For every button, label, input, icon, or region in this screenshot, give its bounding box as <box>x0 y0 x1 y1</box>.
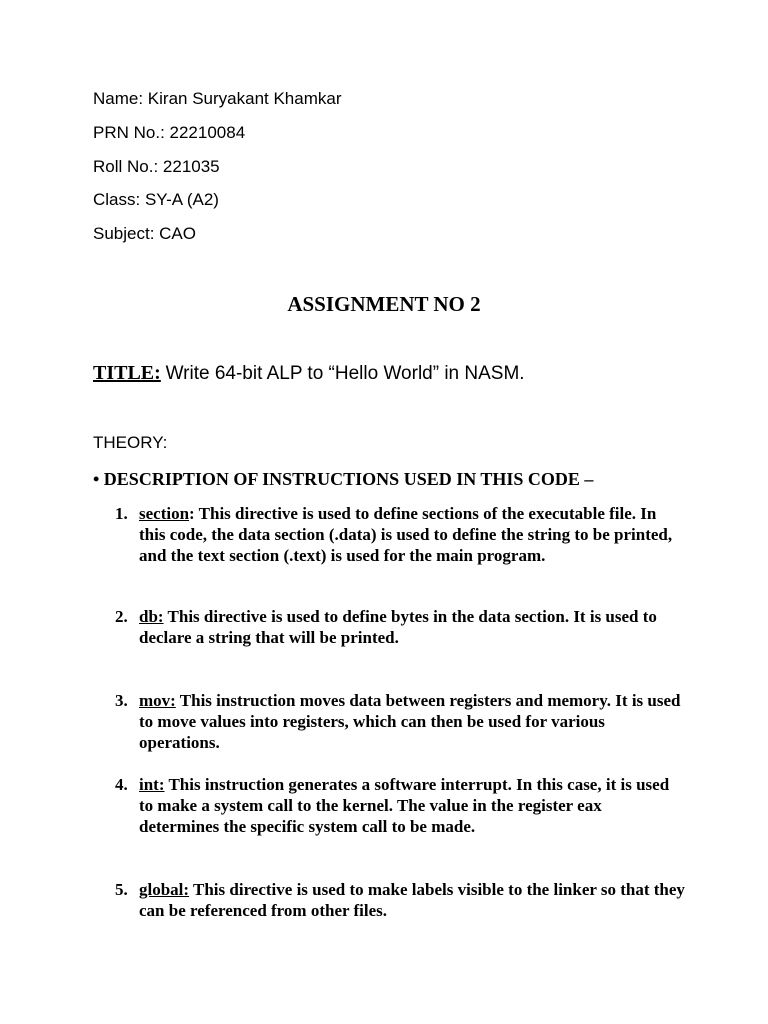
item-term: int: <box>139 775 165 794</box>
roll-number: Roll No.: 221035 <box>93 157 220 176</box>
list-item <box>115 774 685 837</box>
theory-label: THEORY: <box>93 433 168 452</box>
prn-number: PRN No.: 22210084 <box>93 123 246 142</box>
list-item <box>115 879 685 921</box>
item-number: 3. <box>115 691 128 710</box>
item-text: This instruction generates a software interrupt. In this case, it is used to make a system call to the kernel. The value in the register eax determines the specific system call to be made. <box>139 775 670 836</box>
item-number: 2. <box>115 607 128 626</box>
item-text: This directive is used to define bytes in the data section. It is used to declare a string that will be printed. <box>139 607 657 647</box>
item-body <box>139 606 685 648</box>
item-term: global: <box>139 880 190 899</box>
class-info: Class: SY-A (A2) <box>93 190 219 209</box>
item-number: 5. <box>115 880 128 899</box>
title-label: TITLE: <box>93 362 161 384</box>
item-number: 4. <box>115 775 128 794</box>
item-term: db: <box>139 607 164 626</box>
item-term: section <box>139 504 190 523</box>
student-name: Name: Kiran Suryakant Khamkar <box>93 89 342 108</box>
item-body <box>139 879 685 921</box>
item-number: 1. <box>115 504 128 523</box>
item-separator: : <box>189 504 195 523</box>
list-item <box>115 503 685 566</box>
subject-info: Subject: CAO <box>93 224 196 243</box>
title-text: Write 64-bit ALP to “Hello World” in NASM. <box>165 363 525 384</box>
list-item <box>115 690 685 753</box>
item-term: mov: <box>139 691 176 710</box>
item-text: This instruction moves data between registers and memory. It is used to move values into registers, which can then be used for various operations. <box>139 691 681 752</box>
item-text: This directive is used to define sections of the executable file. In this code, the data section (.data) is used to define the string to be printed, and the text section (.text) is used for the main program. <box>139 504 673 565</box>
item-body <box>139 690 685 753</box>
list-item <box>115 606 685 648</box>
item-body <box>139 774 685 837</box>
item-text: This directive is used to make labels visible to the linker so that they can be referenced from other files. <box>139 880 685 920</box>
assignment-heading: ASSIGNMENT NO 2 <box>287 292 481 316</box>
title-line <box>93 362 525 385</box>
description-heading: • DESCRIPTION OF INSTRUCTIONS USED IN THIS CODE – <box>93 469 594 489</box>
item-body <box>139 503 685 566</box>
